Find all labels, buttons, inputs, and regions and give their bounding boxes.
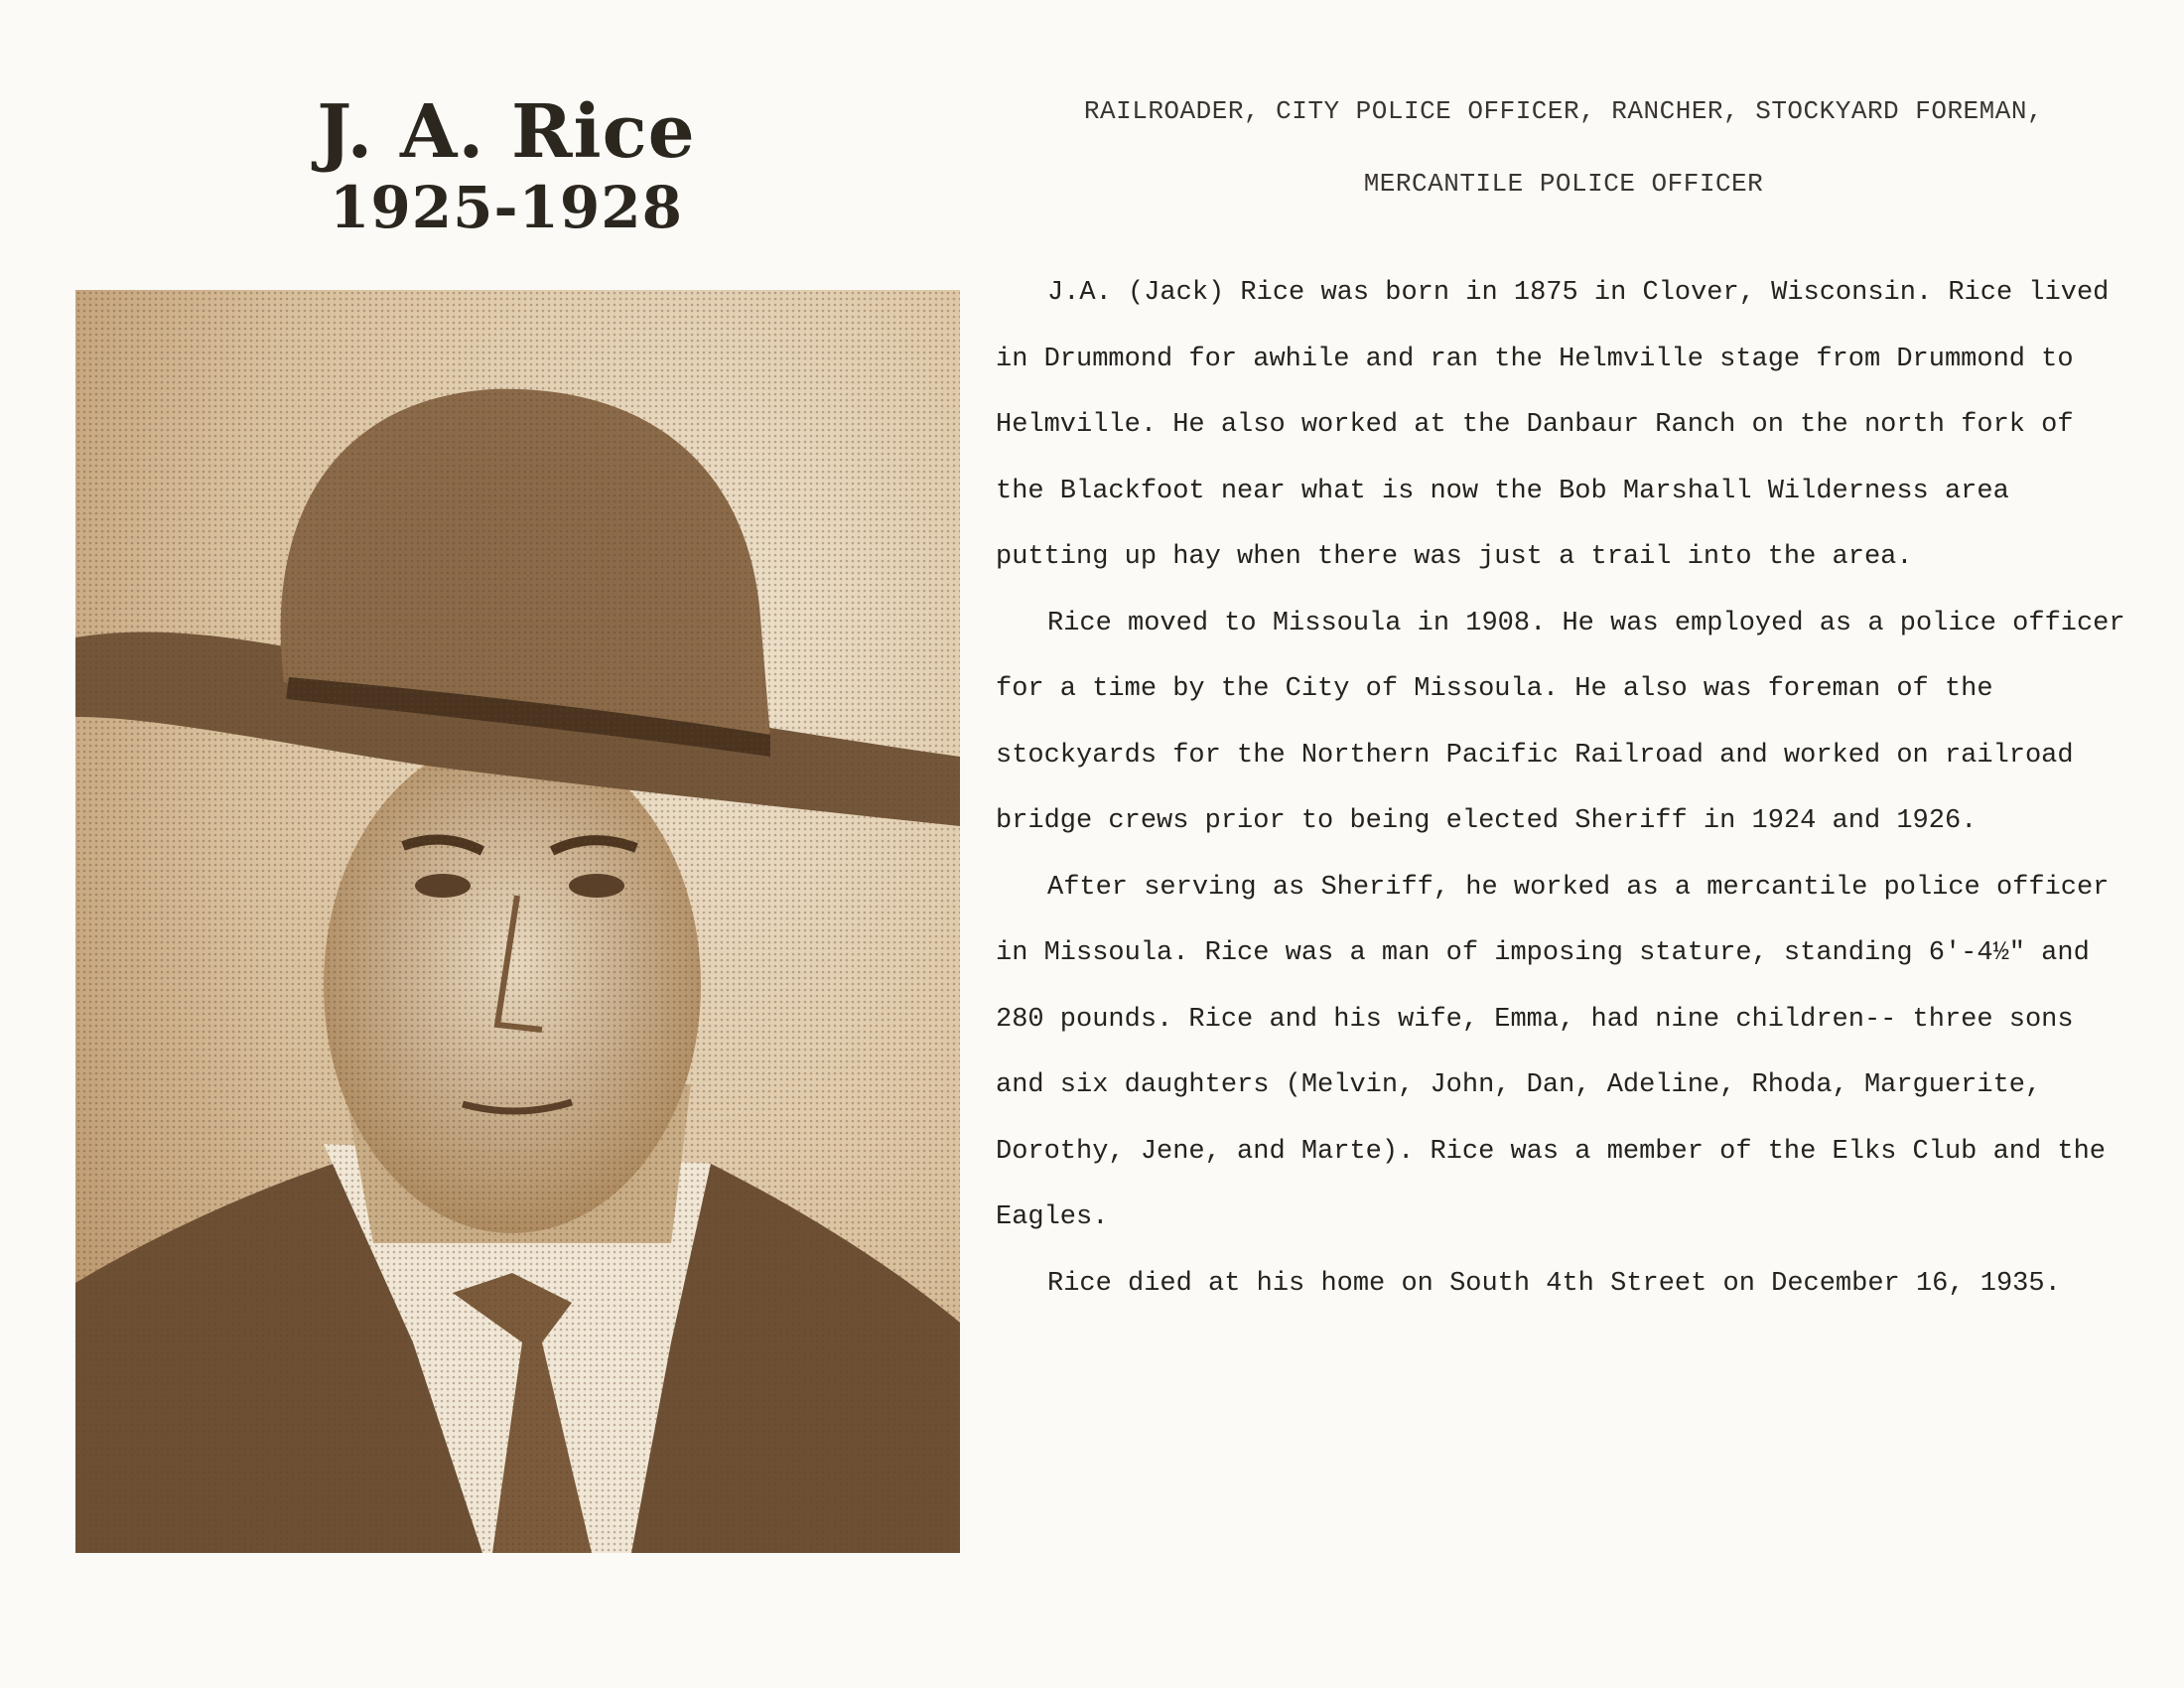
biography-paragraph-4: Rice died at his home on South 4th Street on December 16, 1935. xyxy=(1047,1268,2061,1299)
occupations-line-2: MERCANTILE POLICE OFFICER xyxy=(1363,169,1764,199)
biography-paragraph-2: Rice moved to Missoula in 1908. He was employed as a police officer for a time by the City of Missoula. He also was foreman of the stockyards for the Northern Pacific Railroad and worked on railroad bridge crews prior to being elected Sheriff in 1924 and 1926. xyxy=(996,608,2125,836)
portrait-illustration xyxy=(75,290,960,1553)
title-block xyxy=(288,91,725,240)
term-years: 1925-1928 xyxy=(330,174,683,241)
occupations-line-1: RAILROADER, CITY POLICE OFFICER, RANCHER, STOCKYARD FOREMAN, xyxy=(1083,96,2044,126)
sheriff-name: J. A. Rice xyxy=(317,89,696,175)
biography-paragraph-1: J.A. (Jack) Rice was born in 1875 in Clover, Wisconsin. Rice lived in Drummond for awhile and ran the Helmville stage from Drummond to Helmville. He also worked at the Danbaur Ranch on the north fork of the Blackfoot near what is now the Bob Marshall Wilderness area putting up hay when there was just a trail into the area. xyxy=(996,278,2110,572)
biography xyxy=(996,260,2137,1317)
portrait-photo xyxy=(75,290,960,1553)
biography-paragraph-3: After serving as Sheriff, he worked as a mercantile police officer in Missoula. Rice was a man of imposing stature, standing 6'-4½" and 280 pounds. Rice and his wife, Emma, had nine children-- three sons and six daughters (Melvin, John, Dan, Adeline, Rhoda, Marguerite, Dorothy, Jene, and Marte). Rice was a member of the Elks Club and the Eagles. xyxy=(996,872,2110,1232)
